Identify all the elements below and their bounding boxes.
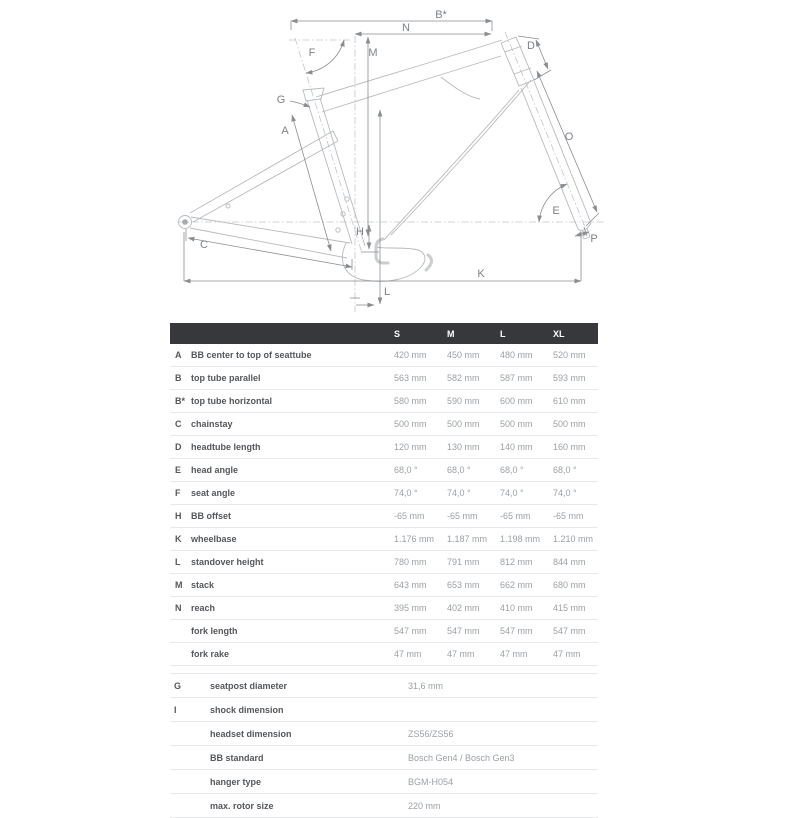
row-value-l: 410 mm bbox=[500, 603, 533, 613]
row-value-s: 47 mm bbox=[394, 649, 422, 659]
row-letter: A bbox=[175, 350, 182, 360]
dim-label-k: K bbox=[477, 268, 485, 280]
detail-label: shock dimension bbox=[210, 704, 284, 715]
size-column-header-xl: XL bbox=[553, 328, 565, 339]
row-value-l: 547 mm bbox=[500, 626, 533, 636]
row-value-s: 420 mm bbox=[394, 350, 427, 360]
row-value-s: 120 mm bbox=[394, 442, 427, 452]
row-label: BB center to top of seattube bbox=[191, 350, 312, 360]
row-value-m: 47 mm bbox=[447, 649, 475, 659]
row-letter: C bbox=[175, 419, 182, 429]
detail-value: 31,6 mm bbox=[408, 680, 444, 691]
geometry-table bbox=[170, 323, 598, 818]
row-value-xl: 547 mm bbox=[553, 626, 586, 636]
row-letter: F bbox=[175, 488, 181, 498]
row-value-xl: 610 mm bbox=[553, 396, 586, 406]
row-value-xl: 593 mm bbox=[553, 373, 586, 383]
row-letter: L bbox=[175, 557, 181, 567]
row-value-m: 402 mm bbox=[447, 603, 480, 613]
frame-diagram bbox=[0, 0, 800, 320]
dim-label-b-star: B* bbox=[435, 9, 447, 21]
size-column-header-s: S bbox=[394, 328, 401, 339]
row-letter: D bbox=[175, 442, 182, 452]
row-value-m: 590 mm bbox=[447, 396, 480, 406]
row-value-xl: 844 mm bbox=[553, 557, 586, 567]
row-value-xl: 500 mm bbox=[553, 419, 586, 429]
table-row bbox=[170, 505, 598, 528]
detail-letter: I bbox=[174, 704, 177, 715]
row-value-s: 580 mm bbox=[394, 396, 427, 406]
row-value-m: 500 mm bbox=[447, 419, 480, 429]
table-row bbox=[170, 436, 598, 459]
row-value-l: 47 mm bbox=[500, 649, 528, 659]
table-row bbox=[170, 551, 598, 574]
row-value-m: 653 mm bbox=[447, 580, 480, 590]
row-letter: E bbox=[175, 465, 182, 475]
row-value-s: 74,0 ° bbox=[394, 488, 418, 498]
table-row bbox=[170, 482, 598, 505]
dim-label-m: M bbox=[368, 47, 378, 59]
row-label: head angle bbox=[191, 465, 239, 475]
row-value-s: -65 mm bbox=[394, 511, 425, 521]
row-value-m: 130 mm bbox=[447, 442, 480, 452]
row-label: top tube horizontal bbox=[191, 396, 272, 406]
dim-label-g: G bbox=[276, 94, 286, 106]
dim-label-c: C bbox=[200, 239, 208, 251]
detail-row bbox=[170, 794, 598, 818]
frame-outline bbox=[179, 37, 592, 281]
row-value-m: 791 mm bbox=[447, 557, 480, 567]
detail-label: seatpost diameter bbox=[210, 680, 288, 691]
row-label: standover height bbox=[191, 557, 264, 567]
table-row bbox=[170, 528, 598, 551]
row-value-s: 547 mm bbox=[394, 626, 427, 636]
dim-label-d: D bbox=[527, 40, 535, 52]
row-value-s: 563 mm bbox=[394, 373, 427, 383]
table-row bbox=[170, 413, 598, 436]
row-value-m: 74,0 ° bbox=[447, 488, 471, 498]
detail-value: ZS56/ZS56 bbox=[408, 728, 454, 739]
row-value-xl: 520 mm bbox=[553, 350, 586, 360]
row-value-l: 812 mm bbox=[500, 557, 533, 567]
row-value-m: 547 mm bbox=[447, 626, 480, 636]
row-letter: M bbox=[175, 580, 183, 590]
row-value-m: -65 mm bbox=[447, 511, 478, 521]
row-value-l: -65 mm bbox=[500, 511, 531, 521]
detail-row bbox=[170, 770, 598, 794]
diagram-labels bbox=[200, 9, 598, 298]
detail-row bbox=[170, 674, 598, 698]
dim-label-f: F bbox=[308, 47, 316, 59]
row-value-xl: 68,0 ° bbox=[553, 465, 577, 475]
dim-label-n: N bbox=[402, 22, 410, 34]
table-row bbox=[170, 620, 598, 643]
row-value-s: 1.176 mm bbox=[394, 534, 435, 544]
table-row bbox=[170, 643, 598, 666]
dim-label-h: H bbox=[356, 226, 364, 238]
detail-row bbox=[170, 698, 598, 722]
table-row bbox=[170, 459, 598, 482]
detail-label: BB standard bbox=[210, 752, 264, 763]
dim-label-p: P bbox=[590, 233, 598, 245]
row-value-l: 68,0 ° bbox=[500, 465, 524, 475]
geometry-table-header bbox=[170, 323, 598, 344]
row-value-xl: 415 mm bbox=[553, 603, 586, 613]
table-row bbox=[170, 367, 598, 390]
row-label: stack bbox=[191, 580, 215, 590]
row-value-xl: 74,0 ° bbox=[553, 488, 577, 498]
row-value-xl: 1.210 mm bbox=[553, 534, 594, 544]
table-row bbox=[170, 574, 598, 597]
table-row bbox=[170, 390, 598, 413]
row-label: BB offset bbox=[191, 511, 231, 521]
dim-label-a: A bbox=[281, 125, 289, 137]
row-label: chainstay bbox=[191, 419, 233, 429]
dimension-lines bbox=[184, 21, 599, 305]
row-value-l: 600 mm bbox=[500, 396, 533, 406]
row-value-s: 500 mm bbox=[394, 419, 427, 429]
row-label: fork rake bbox=[191, 649, 230, 659]
row-value-l: 662 mm bbox=[500, 580, 533, 590]
row-label: top tube parallel bbox=[191, 373, 261, 383]
dim-label-o: O bbox=[564, 131, 574, 143]
row-value-xl: 160 mm bbox=[553, 442, 586, 452]
row-value-s: 643 mm bbox=[394, 580, 427, 590]
row-label: headtube length bbox=[191, 442, 261, 452]
row-value-xl: 680 mm bbox=[553, 580, 586, 590]
row-value-m: 450 mm bbox=[447, 350, 480, 360]
geometry-table-body bbox=[170, 344, 598, 666]
row-value-m: 1.187 mm bbox=[447, 534, 488, 544]
row-value-l: 500 mm bbox=[500, 419, 533, 429]
row-label: wheelbase bbox=[191, 534, 237, 544]
row-value-xl: 47 mm bbox=[553, 649, 581, 659]
row-value-l: 587 mm bbox=[500, 373, 533, 383]
row-value-l: 140 mm bbox=[500, 442, 533, 452]
row-value-m: 582 mm bbox=[447, 373, 480, 383]
dim-label-e: E bbox=[552, 205, 560, 217]
detail-label: headset dimension bbox=[210, 728, 292, 739]
row-value-l: 74,0 ° bbox=[500, 488, 524, 498]
detail-row bbox=[170, 722, 598, 746]
table-row bbox=[170, 597, 598, 620]
row-label: fork length bbox=[191, 626, 238, 636]
size-column-header-l: L bbox=[500, 328, 506, 339]
row-value-l: 480 mm bbox=[500, 350, 533, 360]
row-letter: H bbox=[175, 511, 182, 521]
row-value-l: 1.198 mm bbox=[500, 534, 541, 544]
size-column-header-m: M bbox=[447, 328, 455, 339]
row-letter: B bbox=[175, 373, 182, 383]
row-value-m: 68,0 ° bbox=[447, 465, 471, 475]
detail-row bbox=[170, 746, 598, 770]
row-value-s: 780 mm bbox=[394, 557, 427, 567]
dim-label-l: L bbox=[383, 286, 391, 298]
row-label: seat angle bbox=[191, 488, 236, 498]
detail-letter: G bbox=[174, 680, 182, 691]
row-letter: B* bbox=[175, 396, 186, 406]
row-value-xl: -65 mm bbox=[553, 511, 584, 521]
detail-value: Bosch Gen4 / Bosch Gen3 bbox=[408, 752, 515, 763]
detail-value: 220 mm bbox=[408, 800, 441, 811]
table-row bbox=[170, 344, 598, 367]
row-letter: K bbox=[175, 534, 182, 544]
row-value-s: 395 mm bbox=[394, 603, 427, 613]
row-letter: N bbox=[175, 603, 182, 613]
detail-label: max. rotor size bbox=[210, 800, 274, 811]
row-label: reach bbox=[191, 603, 216, 613]
details-table-body bbox=[170, 673, 598, 818]
row-value-s: 68,0 ° bbox=[394, 465, 418, 475]
detail-value: BGM-H054 bbox=[408, 776, 454, 787]
detail-label: hanger type bbox=[210, 776, 262, 787]
